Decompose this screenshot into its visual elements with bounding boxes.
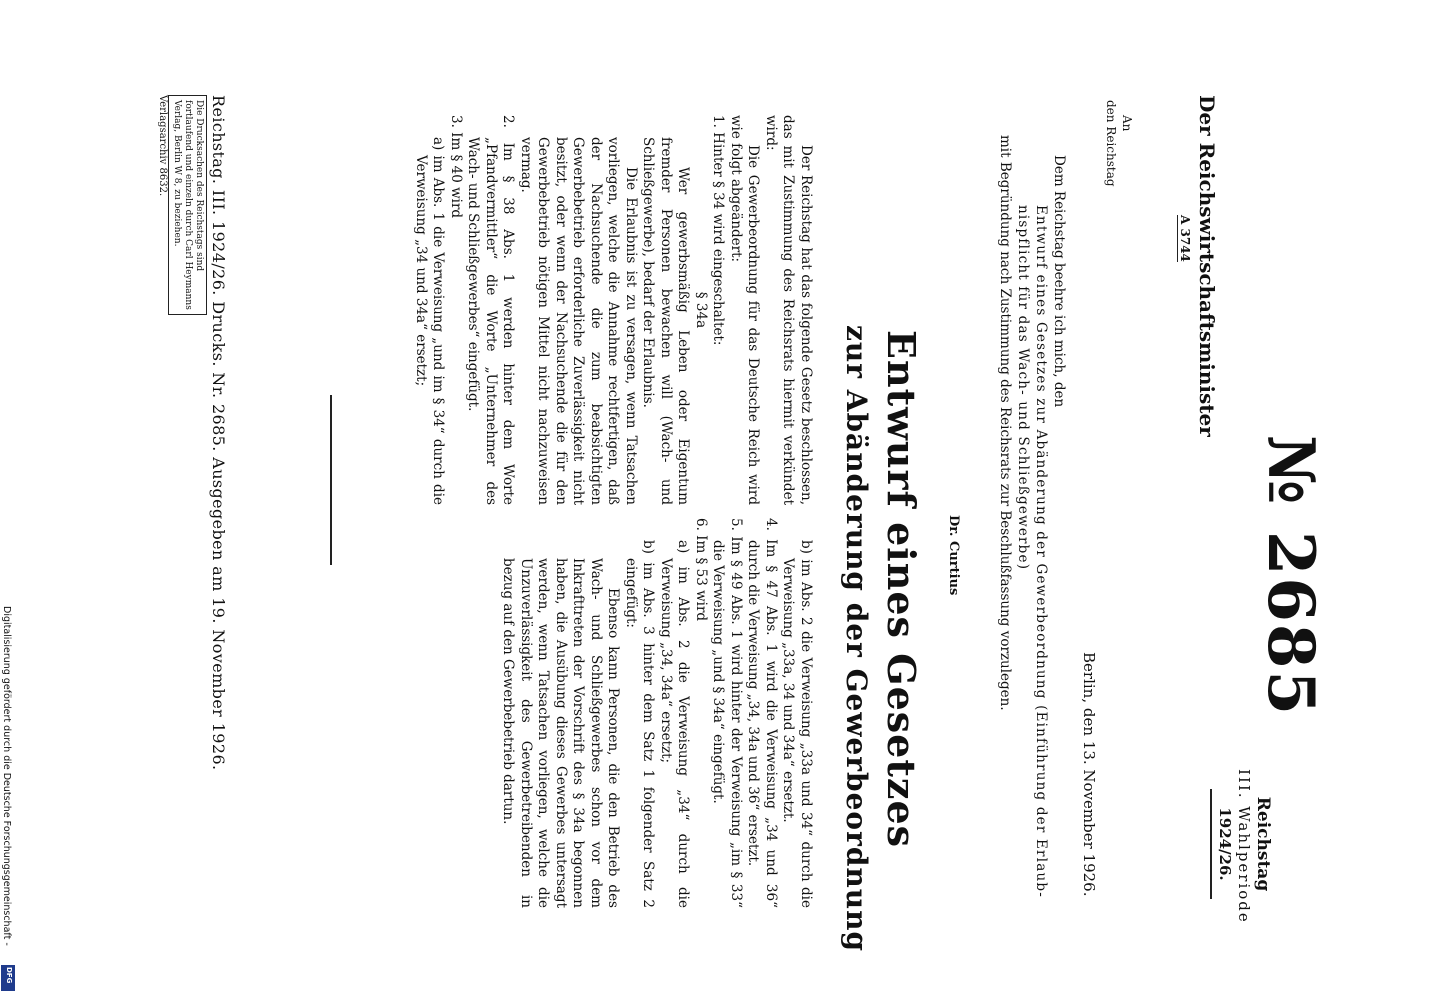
header-rule: [1210, 789, 1212, 899]
digitization-credit: [0, 606, 14, 1000]
item-1: 1. Hinter § 34 wird eingeschaltet:: [710, 115, 727, 346]
address-to: An: [1120, 115, 1134, 132]
draft-subtitle: zur Abänderung der Gewerbeordnung: [840, 325, 873, 953]
years-label: 1924/26.: [1216, 807, 1234, 881]
letter-line-3: nispflicht für das Wach- und Schließgewerbe): [1015, 205, 1031, 571]
item-6b-text: Ebenso kann Personen, die den Betrieb des Wach- und Schließgewerbes schon vor dem Inkrafttreten der Vorschrift des § 34a begonnen haben, die Ausübung dieses Gewerbes untersagt werden, wenn Tatsachen vorliegen, welche die Unzuverlässigkeit des Gewerbetreibenden in bezug auf den Gewerbebetrieb dartun.: [500, 558, 622, 908]
letter-line-4: mit Begründung nach Zustimmung des Reichsrats zur Beschlußfassung vorzulegen.: [997, 135, 1013, 711]
document-number: № 2685: [1253, 435, 1328, 717]
item-6b: b) im Abs. 3 hinter dem Satz 1 folgender Satz 2 eingefügt:: [623, 540, 657, 908]
letter-line-1: Dem Reichstag beehre ich mich, den: [1051, 155, 1067, 408]
address-recipient: den Reichstag: [1104, 100, 1118, 187]
divider-line: [330, 395, 332, 565]
letter-body: [996, 135, 1068, 898]
letter-date: Berlin, den 13. November 1926.: [1080, 652, 1098, 897]
item-6: 6. Im § 53 wird: [693, 518, 709, 622]
item-4: 4. Im § 47 Abs. 1 wird die Verweisung „34 und 36“ durch die Verweisung „34, 34a und 36“ ersetzt.: [745, 518, 779, 908]
section-paragraph-2: Die Erlaubnis ist zu versagen, wenn Tatsachen vorliegen, welche die Annahme rechtfertigen, daß der Nachsuchende die zum beabsichtigten Gewerbebetrieb erforderliche Zuverlässigkeit nicht besitzt, oder wenn der Nachsuchende die für den Gewerbebetrieb nötigen Mittel nicht nachzuweisen vermag.: [518, 137, 639, 505]
dfg-logo-text: DFG: [5, 967, 13, 984]
right-column: [499, 518, 814, 908]
signature: Dr. Curtius: [946, 515, 961, 596]
footer-printer: Verlagsarchiv 8632.: [157, 95, 168, 197]
section-heading: § 34a: [693, 291, 709, 329]
footer-line: Reichstag. III. 1924/26. Drucks. Nr. 2685. Ausgegeben am 19. November 1926.: [209, 95, 228, 771]
letter-line-2: Entwurf eines Gesetzes zur Abänderung der Gewerbeordnung (Einführung der Erlaub-: [1033, 205, 1049, 898]
footer-note-box: Die Drucksachen des Reichstags sind fortlaufend und einzeln durch Carl Heymanns Verlag, Berlin W 8, zu beziehen.: [168, 95, 207, 315]
document-page: [74, 95, 1334, 953]
lead-paragraph: Die Gewerbeordnung für das Deutsche Reich wird wie folgt abgeändert:: [728, 115, 762, 505]
item-3a: a) im Abs. 1 die Verweisung „und im § 34“ durch die Verweisung „34 und 34a“ ersetzt;: [413, 137, 447, 505]
reichstag-header: [1210, 769, 1273, 924]
reichstag-label: Reichstag: [1253, 796, 1273, 892]
intro-paragraph: Der Reichstag hat das folgende Gesetz beschlossen, das mit Zustimmung des Reichsrats hiermit verkündet wird:: [763, 115, 814, 505]
left-column: [412, 115, 815, 505]
item-3b: b) im Abs. 2 die Verweisung „33a und 34“ durch die Verweisung „33a, 34 und 34a“ ersetzt.: [780, 540, 814, 908]
item-2: 2. Im § 38 Abs. 1 werden hinter dem Worte „Pfandvermittler“ die Worte „Unternehmer des Wach- und Schließgewerbes“ eingefügt.: [465, 115, 517, 505]
draft-title: Entwurf eines Gesetzes: [879, 330, 924, 849]
section-paragraph-1: Wer gewerbsmäßig Leben oder Eigentum fremder Personen bewachen will (Wach- und Schließgewerbe), bedarf der Erlaubnis.: [640, 137, 692, 505]
reference-number: A 3744: [1178, 215, 1192, 262]
period-label: III. Wahlperiode: [1235, 769, 1253, 924]
minister-heading: Der Reichswirtschaftsminister: [1195, 95, 1219, 437]
item-6a: a) im Abs. 2 die Verweisung „34“ durch die Verweisung „34, 34a“ ersetzt;: [658, 540, 692, 908]
credit-text: Digitalisierung gefördert durch die Deutsche Forschungsgemeinschaft -: [1, 606, 12, 946]
item-5: 5. Im § 49 Abs. 1 wird hinter der Verweisung „im § 33“ die Verweisung „und § 34a“ eingefügt.: [710, 518, 744, 908]
dfg-logo: [1, 965, 15, 991]
item-3: 3. Im § 40 wird: [448, 115, 464, 219]
